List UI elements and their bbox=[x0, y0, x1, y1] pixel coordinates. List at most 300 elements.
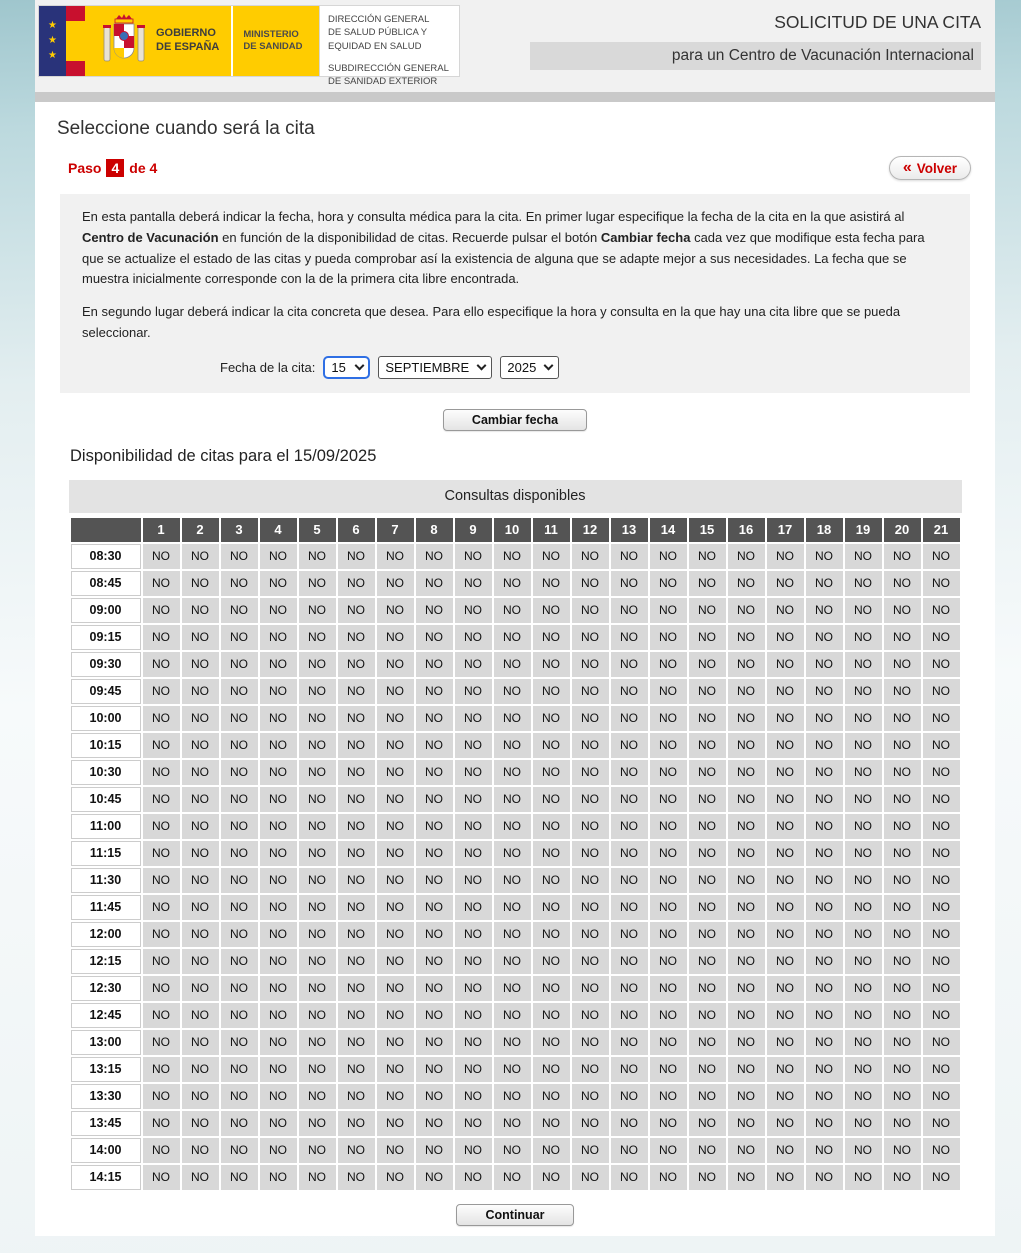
availability-cell: NO bbox=[260, 544, 297, 569]
availability-cell: NO bbox=[845, 544, 882, 569]
availability-cell: NO bbox=[845, 1138, 882, 1163]
availability-cell: NO bbox=[650, 544, 687, 569]
availability-cell: NO bbox=[923, 1084, 960, 1109]
availability-cell: NO bbox=[572, 895, 609, 920]
availability-cell: NO bbox=[572, 868, 609, 893]
availability-cell: NO bbox=[416, 976, 453, 1001]
availability-cell: NO bbox=[455, 1165, 492, 1190]
availability-cell: NO bbox=[923, 544, 960, 569]
availability-cell: NO bbox=[884, 1030, 921, 1055]
availability-cell: NO bbox=[299, 625, 336, 650]
change-date-button[interactable]: Cambiar fecha bbox=[443, 409, 587, 431]
availability-cell: NO bbox=[884, 1003, 921, 1028]
availability-cell: NO bbox=[377, 976, 414, 1001]
availability-cell: NO bbox=[377, 652, 414, 677]
availability-cell: NO bbox=[260, 814, 297, 839]
availability-cell: NO bbox=[494, 1138, 531, 1163]
availability-cell: NO bbox=[884, 841, 921, 866]
availability-cell: NO bbox=[845, 706, 882, 731]
availability-cell: NO bbox=[728, 787, 765, 812]
availability-cell: NO bbox=[260, 679, 297, 704]
availability-cell: NO bbox=[182, 733, 219, 758]
availability-cell: NO bbox=[338, 652, 375, 677]
availability-cell: NO bbox=[806, 922, 843, 947]
availability-cell: NO bbox=[416, 733, 453, 758]
availability-cell: NO bbox=[923, 1003, 960, 1028]
availability-cell: NO bbox=[728, 652, 765, 677]
availability-cell: NO bbox=[923, 625, 960, 650]
column-header: 12 bbox=[572, 518, 609, 542]
availability-cell: NO bbox=[416, 1030, 453, 1055]
time-cell: 11:45 bbox=[71, 895, 141, 920]
subdepartment-general: SUBDIRECCIÓN GENERAL DE SANIDAD EXTERIOR bbox=[328, 62, 449, 88]
availability-cell: NO bbox=[533, 1138, 570, 1163]
table-row bbox=[71, 1084, 960, 1109]
availability-cell: NO bbox=[611, 1138, 648, 1163]
availability-cell: NO bbox=[416, 814, 453, 839]
availability-cell: NO bbox=[416, 598, 453, 623]
availability-cell: NO bbox=[299, 841, 336, 866]
availability-cell: NO bbox=[806, 949, 843, 974]
availability-table bbox=[69, 516, 962, 1192]
availability-cell: NO bbox=[572, 1165, 609, 1190]
availability-cell: NO bbox=[299, 949, 336, 974]
availability-cell: NO bbox=[377, 544, 414, 569]
department-box bbox=[319, 6, 459, 88]
availability-cell: NO bbox=[221, 1165, 258, 1190]
availability-cell: NO bbox=[143, 571, 180, 596]
availability-cell: NO bbox=[806, 787, 843, 812]
availability-cell: NO bbox=[767, 949, 804, 974]
availability-cell: NO bbox=[338, 544, 375, 569]
availability-cell: NO bbox=[182, 1003, 219, 1028]
availability-cell: NO bbox=[143, 922, 180, 947]
availability-cell: NO bbox=[845, 1165, 882, 1190]
availability-cell: NO bbox=[767, 706, 804, 731]
availability-cell: NO bbox=[884, 571, 921, 596]
step-indicator bbox=[68, 159, 157, 177]
availability-cell: NO bbox=[143, 652, 180, 677]
time-cell: 10:15 bbox=[71, 733, 141, 758]
availability-cell: NO bbox=[845, 922, 882, 947]
table-row bbox=[71, 1003, 960, 1028]
availability-cell: NO bbox=[260, 1138, 297, 1163]
availability-cell: NO bbox=[455, 706, 492, 731]
availability-cell: NO bbox=[572, 1084, 609, 1109]
availability-cell: NO bbox=[182, 922, 219, 947]
availability-cell: NO bbox=[923, 679, 960, 704]
availability-cell: NO bbox=[884, 976, 921, 1001]
availability-cell: NO bbox=[611, 760, 648, 785]
availability-cell: NO bbox=[728, 868, 765, 893]
availability-cell: NO bbox=[377, 598, 414, 623]
availability-cell: NO bbox=[494, 787, 531, 812]
availability-cell: NO bbox=[650, 787, 687, 812]
availability-cell: NO bbox=[572, 976, 609, 1001]
time-cell: 14:15 bbox=[71, 1165, 141, 1190]
availability-cell: NO bbox=[182, 1084, 219, 1109]
availability-cell: NO bbox=[650, 841, 687, 866]
availability-cell: NO bbox=[728, 733, 765, 758]
availability-cell: NO bbox=[299, 787, 336, 812]
availability-cell: NO bbox=[767, 922, 804, 947]
availability-cell: NO bbox=[806, 1084, 843, 1109]
time-cell: 10:30 bbox=[71, 760, 141, 785]
eu-star-icon: ★ bbox=[48, 20, 57, 31]
availability-cell: NO bbox=[299, 1138, 336, 1163]
availability-cell: NO bbox=[494, 571, 531, 596]
availability-cell: NO bbox=[299, 571, 336, 596]
availability-cell: NO bbox=[299, 922, 336, 947]
availability-cell: NO bbox=[689, 760, 726, 785]
availability-cell: NO bbox=[455, 922, 492, 947]
availability-cell: NO bbox=[338, 976, 375, 1001]
availability-cell: NO bbox=[260, 1030, 297, 1055]
continue-button[interactable]: Continuar bbox=[456, 1204, 573, 1226]
availability-cell: NO bbox=[299, 1003, 336, 1028]
availability-cell: NO bbox=[923, 1138, 960, 1163]
availability-cell: NO bbox=[689, 1111, 726, 1136]
availability-cell: NO bbox=[689, 868, 726, 893]
availability-cell: NO bbox=[806, 868, 843, 893]
availability-cell: NO bbox=[845, 1084, 882, 1109]
availability-cell: NO bbox=[416, 544, 453, 569]
availability-cell: NO bbox=[689, 1165, 726, 1190]
availability-cell: NO bbox=[455, 868, 492, 893]
year-select[interactable] bbox=[500, 356, 559, 379]
availability-cell: NO bbox=[923, 868, 960, 893]
availability-cell: NO bbox=[884, 1111, 921, 1136]
availability-cell: NO bbox=[377, 1003, 414, 1028]
time-cell: 09:30 bbox=[71, 652, 141, 677]
availability-cell: NO bbox=[182, 1138, 219, 1163]
availability-cell: NO bbox=[494, 679, 531, 704]
availability-cell: NO bbox=[650, 1165, 687, 1190]
availability-cell: NO bbox=[728, 1138, 765, 1163]
availability-cell: NO bbox=[650, 1138, 687, 1163]
page-title: Seleccione cuando será la cita bbox=[57, 118, 315, 139]
availability-cell: NO bbox=[338, 895, 375, 920]
availability-cell: NO bbox=[299, 1030, 336, 1055]
availability-cell: NO bbox=[611, 625, 648, 650]
availability-cell: NO bbox=[884, 787, 921, 812]
day-select[interactable] bbox=[323, 356, 370, 379]
step-number-badge: 4 bbox=[106, 159, 124, 177]
availability-cell: NO bbox=[689, 652, 726, 677]
availability-cell: NO bbox=[338, 814, 375, 839]
availability-cell: NO bbox=[650, 949, 687, 974]
availability-cell: NO bbox=[260, 787, 297, 812]
step-suffix: de 4 bbox=[129, 160, 158, 176]
availability-cell: NO bbox=[182, 679, 219, 704]
availability-cell: NO bbox=[572, 1030, 609, 1055]
availability-cell: NO bbox=[572, 841, 609, 866]
availability-cell: NO bbox=[650, 571, 687, 596]
availability-cell: NO bbox=[416, 1111, 453, 1136]
availability-cell: NO bbox=[338, 1165, 375, 1190]
column-header: 18 bbox=[806, 518, 843, 542]
availability-cell: NO bbox=[845, 868, 882, 893]
availability-cell: NO bbox=[533, 895, 570, 920]
table-row bbox=[71, 787, 960, 812]
availability-cell: NO bbox=[650, 922, 687, 947]
table-row bbox=[71, 652, 960, 677]
availability-cell: NO bbox=[650, 679, 687, 704]
time-cell: 09:45 bbox=[71, 679, 141, 704]
availability-cell: NO bbox=[572, 814, 609, 839]
availability-cell: NO bbox=[221, 1003, 258, 1028]
time-cell: 13:00 bbox=[71, 1030, 141, 1055]
availability-cell: NO bbox=[377, 1057, 414, 1082]
availability-cell: NO bbox=[533, 814, 570, 839]
column-header: 7 bbox=[377, 518, 414, 542]
availability-cell: NO bbox=[221, 1057, 258, 1082]
availability-cell: NO bbox=[728, 841, 765, 866]
availability-cell: NO bbox=[611, 544, 648, 569]
availability-cell: NO bbox=[455, 841, 492, 866]
app-title: SOLICITUD DE UNA CITA bbox=[774, 12, 981, 32]
column-header: 1 bbox=[143, 518, 180, 542]
availability-cell: NO bbox=[611, 976, 648, 1001]
instructions-paragraph-1: En esta pantalla deberá indicar la fecha, hora y consulta médica para la cita. En primer lugar especifique la fecha de la cita en la que asistirá al Centro de Vacunación en función de la disponibilidad de citas. Recuerde pulsar el botón Cambiar fecha cada vez que modifique esta fecha para que se actualize el estado de las citas y pueda comprobar así la existencia de alguna que se adapte mejor a sus necesidades. La fecha que se muestra inicialmente corresponde con la de la primera cita libre encontrada. bbox=[82, 209, 925, 287]
back-button-label: Volver bbox=[916, 160, 957, 176]
availability-cell: NO bbox=[182, 814, 219, 839]
table-row bbox=[71, 841, 960, 866]
availability-cell: NO bbox=[377, 922, 414, 947]
availability-cell: NO bbox=[143, 544, 180, 569]
availability-cell: NO bbox=[845, 679, 882, 704]
availability-cell: NO bbox=[377, 787, 414, 812]
availability-cell: NO bbox=[533, 652, 570, 677]
availability-cell: NO bbox=[221, 922, 258, 947]
logo-yellow-field bbox=[85, 6, 319, 76]
availability-cell: NO bbox=[533, 949, 570, 974]
availability-cell: NO bbox=[845, 814, 882, 839]
table-row bbox=[71, 1057, 960, 1082]
availability-cell: NO bbox=[221, 625, 258, 650]
coat-of-arms-icon bbox=[101, 13, 147, 69]
availability-cell: NO bbox=[767, 976, 804, 1001]
eu-flag-band bbox=[39, 6, 66, 76]
availability-cell: NO bbox=[767, 544, 804, 569]
availability-cell: NO bbox=[650, 1111, 687, 1136]
availability-cell: NO bbox=[455, 1030, 492, 1055]
availability-cell: NO bbox=[221, 841, 258, 866]
availability-cell: NO bbox=[260, 706, 297, 731]
back-chevrons-icon: « bbox=[902, 159, 912, 176]
availability-cell: NO bbox=[416, 679, 453, 704]
availability-cell: NO bbox=[767, 760, 804, 785]
availability-cell: NO bbox=[494, 868, 531, 893]
availability-cell: NO bbox=[455, 544, 492, 569]
availability-cell: NO bbox=[845, 1057, 882, 1082]
availability-cell: NO bbox=[338, 598, 375, 623]
availability-cell: NO bbox=[494, 652, 531, 677]
time-cell: 10:00 bbox=[71, 706, 141, 731]
availability-cell: NO bbox=[455, 1111, 492, 1136]
column-header: 16 bbox=[728, 518, 765, 542]
availability-cell: NO bbox=[611, 733, 648, 758]
availability-cell: NO bbox=[221, 598, 258, 623]
availability-cell: NO bbox=[143, 1003, 180, 1028]
availability-cell: NO bbox=[455, 679, 492, 704]
table-row bbox=[71, 571, 960, 596]
availability-cell: NO bbox=[611, 571, 648, 596]
availability-cell: NO bbox=[338, 706, 375, 731]
availability-cell: NO bbox=[611, 895, 648, 920]
availability-cell: NO bbox=[221, 787, 258, 812]
availability-cell: NO bbox=[533, 1084, 570, 1109]
availability-cell: NO bbox=[299, 814, 336, 839]
column-header: 6 bbox=[338, 518, 375, 542]
availability-cell: NO bbox=[650, 598, 687, 623]
table-row bbox=[71, 1138, 960, 1163]
availability-cell: NO bbox=[806, 544, 843, 569]
availability-cell: NO bbox=[221, 949, 258, 974]
availability-cell: NO bbox=[260, 1003, 297, 1028]
availability-cell: NO bbox=[923, 814, 960, 839]
availability-cell: NO bbox=[728, 679, 765, 704]
availability-cell: NO bbox=[221, 1111, 258, 1136]
availability-cell: NO bbox=[494, 1057, 531, 1082]
availability-cell: NO bbox=[182, 598, 219, 623]
availability-cell: NO bbox=[494, 598, 531, 623]
availability-cell: NO bbox=[182, 841, 219, 866]
availability-cell: NO bbox=[143, 949, 180, 974]
availability-cell: NO bbox=[650, 625, 687, 650]
availability-cell: NO bbox=[182, 976, 219, 1001]
availability-cell: NO bbox=[923, 1165, 960, 1190]
availability-heading: Disponibilidad de citas para el 15/09/2025 bbox=[70, 446, 377, 465]
availability-cell: NO bbox=[260, 652, 297, 677]
availability-cell: NO bbox=[806, 598, 843, 623]
availability-cell: NO bbox=[143, 1138, 180, 1163]
availability-cell: NO bbox=[377, 1084, 414, 1109]
availability-cell: NO bbox=[377, 814, 414, 839]
availability-cell: NO bbox=[494, 841, 531, 866]
availability-cell: NO bbox=[611, 1057, 648, 1082]
availability-cell: NO bbox=[260, 1165, 297, 1190]
availability-cell: NO bbox=[377, 868, 414, 893]
logo-divider bbox=[231, 6, 233, 76]
availability-cell: NO bbox=[806, 1030, 843, 1055]
availability-cell: NO bbox=[143, 1165, 180, 1190]
availability-cell: NO bbox=[455, 1138, 492, 1163]
availability-cell: NO bbox=[689, 1084, 726, 1109]
availability-cell: NO bbox=[767, 841, 804, 866]
availability-cell: NO bbox=[455, 760, 492, 785]
availability-section bbox=[69, 480, 962, 1192]
availability-cell: NO bbox=[416, 841, 453, 866]
availability-cell: NO bbox=[143, 1111, 180, 1136]
availability-cell: NO bbox=[338, 841, 375, 866]
availability-cell: NO bbox=[143, 841, 180, 866]
availability-cell: NO bbox=[494, 1030, 531, 1055]
availability-cell: NO bbox=[416, 652, 453, 677]
time-cell: 13:15 bbox=[71, 1057, 141, 1082]
availability-cell: NO bbox=[299, 706, 336, 731]
availability-cell: NO bbox=[806, 976, 843, 1001]
availability-cell: NO bbox=[767, 571, 804, 596]
availability-cell: NO bbox=[182, 949, 219, 974]
availability-cell: NO bbox=[650, 976, 687, 1001]
availability-cell: NO bbox=[455, 787, 492, 812]
availability-cell: NO bbox=[533, 787, 570, 812]
availability-cell: NO bbox=[221, 895, 258, 920]
availability-cell: NO bbox=[611, 841, 648, 866]
availability-cell: NO bbox=[884, 1084, 921, 1109]
table-row bbox=[71, 868, 960, 893]
availability-cell: NO bbox=[572, 706, 609, 731]
availability-cell: NO bbox=[884, 1057, 921, 1082]
availability-cell: NO bbox=[260, 1057, 297, 1082]
column-header: 3 bbox=[221, 518, 258, 542]
availability-cell: NO bbox=[494, 895, 531, 920]
availability-cell: NO bbox=[689, 706, 726, 731]
availability-cell: NO bbox=[923, 787, 960, 812]
availability-cell: NO bbox=[611, 1030, 648, 1055]
availability-cell: NO bbox=[806, 733, 843, 758]
availability-cell: NO bbox=[806, 841, 843, 866]
table-title: Consultas disponibles bbox=[69, 480, 962, 513]
availability-cell: NO bbox=[533, 841, 570, 866]
availability-cell: NO bbox=[689, 544, 726, 569]
table-row bbox=[71, 706, 960, 731]
availability-cell: NO bbox=[572, 733, 609, 758]
availability-cell: NO bbox=[182, 760, 219, 785]
availability-cell: NO bbox=[806, 1138, 843, 1163]
table-row bbox=[71, 733, 960, 758]
availability-cell: NO bbox=[221, 544, 258, 569]
availability-cell: NO bbox=[884, 1165, 921, 1190]
availability-cell: NO bbox=[338, 868, 375, 893]
availability-cell: NO bbox=[689, 949, 726, 974]
availability-cell: NO bbox=[533, 625, 570, 650]
availability-cell: NO bbox=[923, 1111, 960, 1136]
availability-cell: NO bbox=[806, 679, 843, 704]
table-row bbox=[71, 760, 960, 785]
availability-cell: NO bbox=[533, 760, 570, 785]
availability-cell: NO bbox=[416, 1003, 453, 1028]
availability-cell: NO bbox=[377, 625, 414, 650]
availability-cell: NO bbox=[572, 679, 609, 704]
availability-cell: NO bbox=[299, 1057, 336, 1082]
availability-cell: NO bbox=[689, 625, 726, 650]
availability-cell: NO bbox=[767, 598, 804, 623]
availability-cell: NO bbox=[884, 679, 921, 704]
column-header: 2 bbox=[182, 518, 219, 542]
availability-cell: NO bbox=[923, 760, 960, 785]
availability-cell: NO bbox=[689, 679, 726, 704]
table-row bbox=[71, 922, 960, 947]
availability-cell: NO bbox=[689, 922, 726, 947]
availability-cell: NO bbox=[767, 895, 804, 920]
availability-cell: NO bbox=[689, 814, 726, 839]
availability-cell: NO bbox=[338, 1084, 375, 1109]
availability-cell: NO bbox=[533, 922, 570, 947]
ministry-name: MINISTERIO DE SANIDAD bbox=[243, 28, 303, 52]
availability-cell: NO bbox=[845, 733, 882, 758]
back-button[interactable] bbox=[889, 156, 971, 180]
availability-cell: NO bbox=[884, 733, 921, 758]
availability-cell: NO bbox=[260, 1084, 297, 1109]
availability-cell: NO bbox=[143, 1057, 180, 1082]
availability-cell: NO bbox=[572, 625, 609, 650]
availability-cell: NO bbox=[416, 625, 453, 650]
availability-cell: NO bbox=[650, 652, 687, 677]
availability-cell: NO bbox=[494, 625, 531, 650]
month-select[interactable] bbox=[378, 356, 492, 379]
